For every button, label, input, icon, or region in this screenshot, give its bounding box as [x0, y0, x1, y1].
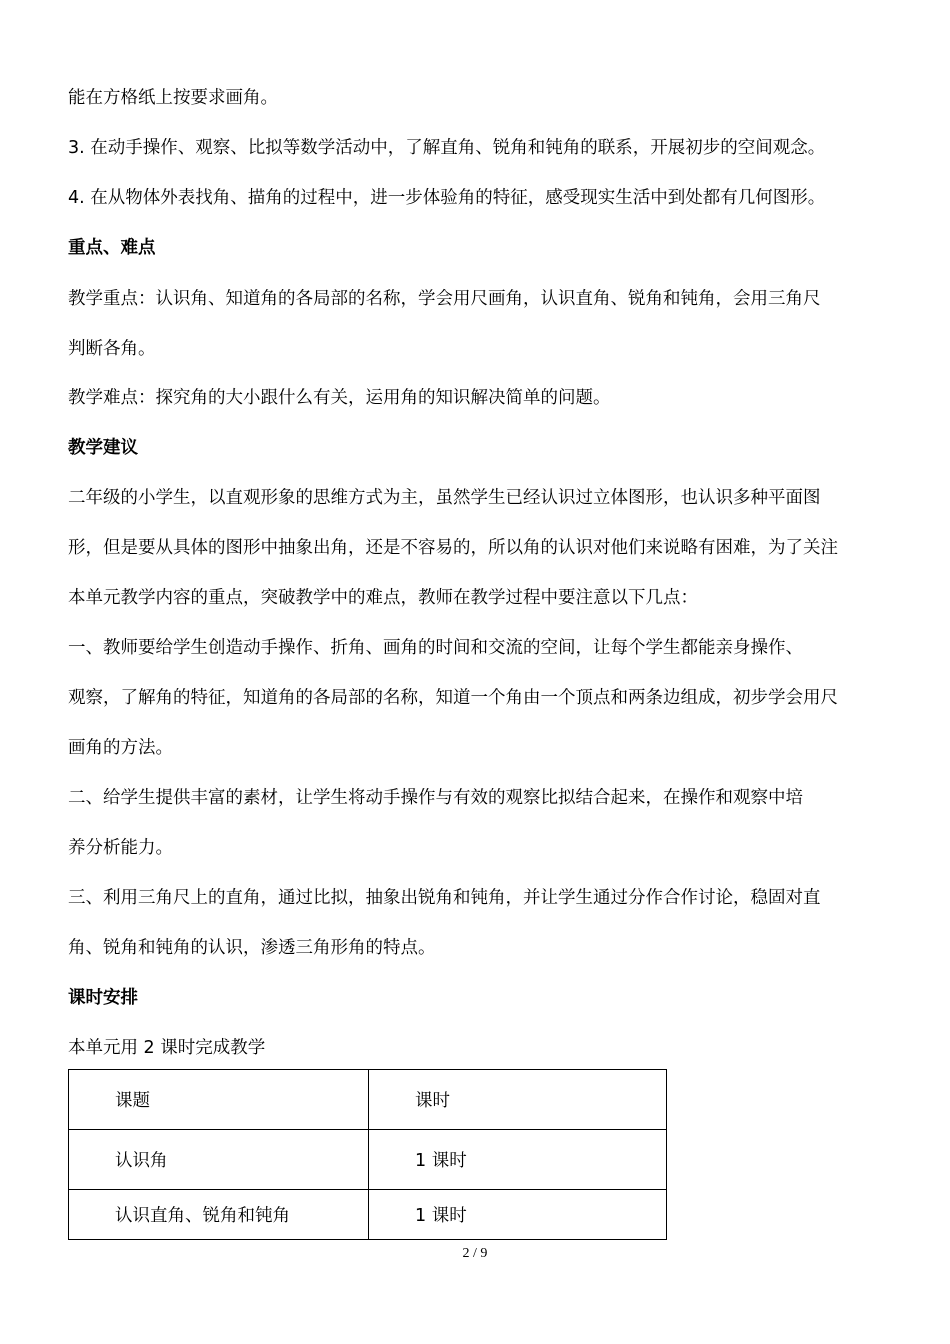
table-cell: 认识角	[69, 1130, 369, 1190]
section-heading-focus: 重点、难点	[68, 238, 156, 258]
suggestion-point-3: 三、利用三角尺上的直角，通过比拟，抽象出锐角和钝角，并让学生通过分作合作讨论，稳固对直	[68, 888, 821, 908]
table-row	[69, 1130, 667, 1190]
paragraph-line: 能在方格纸上按要求画角。	[68, 88, 278, 108]
table-header-row	[69, 1070, 667, 1130]
table-cell: 1 课时	[369, 1130, 667, 1190]
suggestion-point-1-cont: 观察，了解角的特征，知道角的各局部的名称，知道一个角由一个顶点和两条边组成，初步学会用尺	[68, 688, 838, 708]
teaching-difficulty: 教学难点：探究角的大小跟什么有关，运用角的知识解决简单的问题。	[68, 388, 611, 408]
section-heading-suggestion: 教学建议	[68, 438, 138, 458]
suggestion-point-2-cont: 养分析能力。	[68, 838, 173, 858]
table-header-cell: 课时	[369, 1070, 667, 1130]
schedule-table	[68, 1069, 667, 1240]
suggestion-point-1: 一、教师要给学生创造动手操作、折角、画角的时间和交流的空间，让每个学生都能亲身操作、	[68, 638, 803, 658]
schedule-summary: 本单元用 2 课时完成教学	[68, 1038, 266, 1058]
suggestion-paragraph: 二年级的小学生，以直观形象的思维方式为主，虽然学生已经认识过立体图形，也认识多种平面图	[68, 488, 821, 508]
objective-4: 4. 在从物体外表找角、描角的过程中，进一步体验角的特征，感受现实生活中到处都有几何图形。	[68, 188, 826, 208]
suggestion-point-2: 二、给学生提供丰富的素材，让学生将动手操作与有效的观察比拟结合起来，在操作和观察中培	[68, 788, 803, 808]
teaching-focus: 教学重点：认识角、知道角的各局部的名称，学会用尺画角，认识直角、锐角和钝角，会用三角尺	[68, 289, 821, 309]
suggestion-paragraph-cont: 本单元教学内容的重点，突破教学中的难点，教师在教学过程中要注意以下几点：	[68, 588, 698, 608]
suggestion-paragraph-cont: 形，但是要从具体的图形中抽象出角，还是不容易的，所以角的认识对他们来说略有困难，为了关注	[68, 538, 838, 558]
table-cell: 认识直角、锐角和钝角	[69, 1190, 369, 1240]
table-row	[69, 1190, 667, 1240]
suggestion-point-3-cont: 角、锐角和钝角的认识，渗透三角形角的特点。	[68, 938, 436, 958]
suggestion-point-1-cont: 画角的方法。	[68, 738, 173, 758]
objective-3: 3. 在动手操作、观察、比拟等数学活动中，了解直角、锐角和钝角的联系，开展初步的空间观念。	[68, 138, 826, 158]
table-header-cell: 课题	[69, 1070, 369, 1130]
page-number: 2 / 9	[462, 1246, 488, 1261]
teaching-focus-cont: 判断各角。	[68, 339, 156, 359]
table-cell: 1 课时	[369, 1190, 667, 1240]
section-heading-schedule: 课时安排	[68, 988, 138, 1008]
